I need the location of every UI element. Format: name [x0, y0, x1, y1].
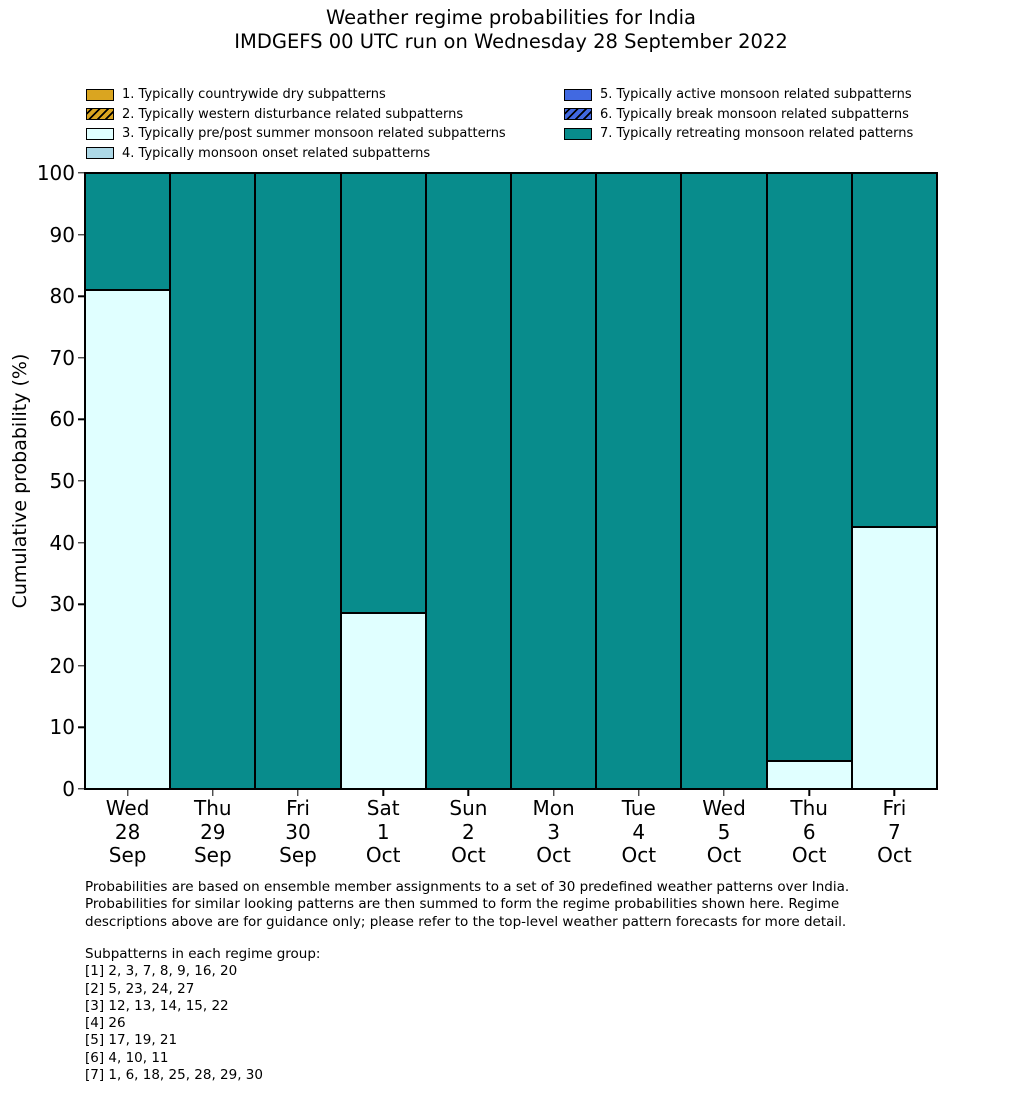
x-tick-2	[212, 789, 213, 796]
bar-2-regime-7-segment	[170, 173, 255, 789]
chart-title: Weather regime probabilities for India	[325, 6, 696, 29]
x-tick-label-3	[279, 797, 317, 868]
legend-item-7	[564, 126, 913, 141]
x-tick-label-line-3: Oct	[451, 843, 486, 867]
y-tick-0	[78, 788, 85, 789]
y-tick-label-90: 90	[49, 222, 75, 247]
bar-8-regime-7-segment	[681, 173, 766, 789]
subpatterns-group-5: [5] 17, 19, 21	[85, 1032, 178, 1049]
legend-label-4: 4. Typically monsoon onset related subpatterns	[122, 145, 431, 161]
legend-swatch-7	[564, 128, 592, 140]
legend-label-3: 3. Typically pre/post summer monsoon related subpatterns	[122, 126, 506, 142]
legend-swatch-4	[86, 147, 114, 159]
x-tick-label-line-1: Thu	[194, 796, 232, 820]
legend-swatch-5	[564, 89, 592, 101]
x-tick-label-line-3: Oct	[536, 843, 571, 867]
subpatterns-group-4: [4] 26	[85, 1015, 126, 1032]
subpatterns-heading: Subpatterns in each regime group:	[85, 946, 321, 962]
bar-4-regime-7-segment	[341, 173, 426, 613]
legend-item-3	[86, 126, 506, 141]
y-tick-40	[78, 542, 85, 543]
y-tick-70	[78, 357, 85, 358]
x-tick-label-line-1: Fri	[286, 796, 310, 820]
x-tick-label-2	[194, 797, 232, 868]
y-tick-10	[78, 727, 85, 728]
x-tick-10	[894, 789, 895, 796]
bar-9-regime-3-segment	[767, 761, 852, 789]
y-tick-80	[78, 295, 85, 296]
legend-swatch-2	[86, 108, 114, 120]
legend-label-5: 5. Typically active monsoon related subpatterns	[600, 87, 912, 102]
bar-9-regime-7-segment	[767, 173, 852, 761]
bar-7-regime-7-segment	[596, 173, 681, 789]
x-tick-label-line-2: 7	[888, 819, 901, 844]
x-tick-label-1	[106, 797, 150, 868]
subpatterns-list	[85, 946, 320, 1084]
legend-item-4	[86, 146, 430, 161]
footnote-text	[85, 879, 849, 931]
subpatterns-group-3: [3] 12, 13, 14, 15, 22	[85, 997, 229, 1014]
y-tick-20	[78, 665, 85, 666]
x-tick-7	[638, 789, 639, 796]
footnote-line-1: Probabilities are based on ensemble member assignments to a set of 30 predefined weather patterns over India.	[85, 879, 850, 895]
legend-label-7: 7. Typically retreating monsoon related patterns	[600, 126, 914, 142]
x-tick-label-line-2: 30	[285, 819, 311, 844]
y-tick-90	[78, 234, 85, 235]
subpatterns-group-6: [6] 4, 10, 11	[85, 1049, 169, 1066]
legend-label-2: 2. Typically western disturbance related subpatterns	[122, 106, 464, 122]
x-tick-label-9	[790, 797, 828, 868]
bars-layer	[85, 173, 937, 789]
x-tick-label-line-1: Fri	[882, 796, 907, 820]
legend-label-1: 1. Typically countrywide dry subpatterns	[122, 87, 386, 102]
legend-item-6	[564, 107, 909, 122]
x-tick-label-line-3: Sep	[108, 843, 147, 867]
subpatterns-group-2: [2] 5, 23, 24, 27	[85, 980, 195, 997]
legend-item-5	[564, 87, 912, 102]
y-tick-50	[78, 480, 85, 481]
bar-10-regime-7-segment	[852, 173, 937, 527]
x-tick-label-6	[533, 797, 575, 868]
x-tick-label-8	[702, 797, 746, 868]
x-tick-label-line-1: Sun	[449, 796, 488, 820]
x-tick-4	[382, 789, 383, 796]
y-tick-label-60: 60	[49, 407, 75, 432]
x-tick-label-line-1: Wed	[105, 796, 150, 820]
legend-swatch-6	[564, 108, 592, 120]
x-tick-label-line-2: 2	[462, 819, 475, 844]
bar-5-regime-7-segment	[426, 173, 511, 789]
x-tick-label-line-3: Oct	[791, 843, 827, 867]
footnote-line-3: descriptions above are for guidance only; please refer to the top-level weather pattern forecasts for more detail.	[85, 913, 847, 930]
x-tick-label-line-3: Sep	[193, 843, 232, 867]
x-tick-label-line-3: Oct	[365, 843, 401, 867]
plot-area	[36, 161, 938, 867]
x-tick-1	[127, 789, 128, 796]
x-tick-label-5	[449, 797, 487, 868]
y-tick-label-0: 0	[62, 777, 75, 801]
x-tick-label-10	[877, 797, 912, 868]
x-tick-label-line-1: Sat	[366, 796, 400, 820]
x-tick-5	[468, 789, 469, 796]
x-tick-label-line-3: Oct	[877, 843, 912, 867]
subpatterns-group-1: [1] 2, 3, 7, 8, 9, 16, 20	[85, 963, 238, 980]
x-tick-3	[297, 789, 298, 796]
y-tick-label-20: 20	[49, 653, 75, 678]
x-tick-label-line-3: Sep	[279, 843, 317, 867]
x-tick-8	[723, 789, 724, 796]
x-tick-label-4	[366, 797, 401, 868]
y-tick-label-70: 70	[49, 345, 75, 370]
bar-4-regime-3-segment	[341, 613, 426, 789]
x-tick-label-line-2: 3	[547, 819, 560, 844]
legend-swatch-1	[86, 89, 114, 101]
footnote-line-2: Probabilities for similar looking patterns are then summed to form the regime probabilities shown here. Regime	[85, 896, 840, 913]
bar-1-regime-3-segment	[85, 290, 170, 789]
x-tick-label-line-2: 5	[717, 819, 731, 844]
x-tick-6	[553, 789, 554, 796]
x-tick-label-line-1: Tue	[621, 796, 656, 820]
y-tick-label-40: 40	[49, 530, 75, 555]
legend-label-6: 6. Typically break monsoon related subpatterns	[600, 106, 909, 122]
y-tick-60	[78, 419, 85, 420]
legend-item-2	[86, 107, 463, 122]
chart-subtitle: IMDGEFS 00 UTC run on Wednesday 28 September 2022	[234, 30, 788, 53]
subpatterns-group-7: [7] 1, 6, 18, 25, 28, 29, 30	[85, 1067, 263, 1084]
bar-3-regime-7-segment	[255, 173, 340, 789]
x-tick-label-line-3: Oct	[706, 843, 742, 867]
bar-10-regime-3-segment	[852, 527, 937, 789]
y-tick-30	[78, 603, 85, 604]
x-tick-label-line-2: 1	[376, 819, 390, 844]
x-tick-label-line-2: 29	[200, 819, 226, 844]
y-axis-label: Cumulative probability (%)	[9, 353, 31, 609]
x-tick-label-line-3: Oct	[621, 843, 657, 867]
x-tick-label-line-1: Mon	[532, 796, 575, 820]
y-tick-label-50: 50	[49, 469, 75, 493]
y-tick-label-10: 10	[49, 715, 75, 740]
legend-swatch-3	[86, 128, 114, 140]
x-tick-label-line-1: Thu	[790, 796, 828, 820]
x-tick-label-7	[622, 797, 657, 868]
y-tick-label-80: 80	[49, 284, 75, 309]
bar-6-regime-7-segment	[511, 173, 596, 789]
x-tick-label-line-2: 28	[114, 819, 141, 844]
x-tick-label-line-2: 6	[802, 819, 816, 844]
bar-1-regime-7-segment	[85, 173, 170, 290]
y-tick-label-30: 30	[49, 592, 75, 617]
x-tick-label-line-1: Wed	[702, 796, 746, 820]
legend-item-1	[86, 87, 386, 102]
y-tick-label-100: 100	[36, 161, 75, 185]
y-tick-100	[78, 172, 85, 173]
x-tick-label-line-2: 4	[632, 819, 646, 844]
x-tick-9	[808, 789, 809, 796]
